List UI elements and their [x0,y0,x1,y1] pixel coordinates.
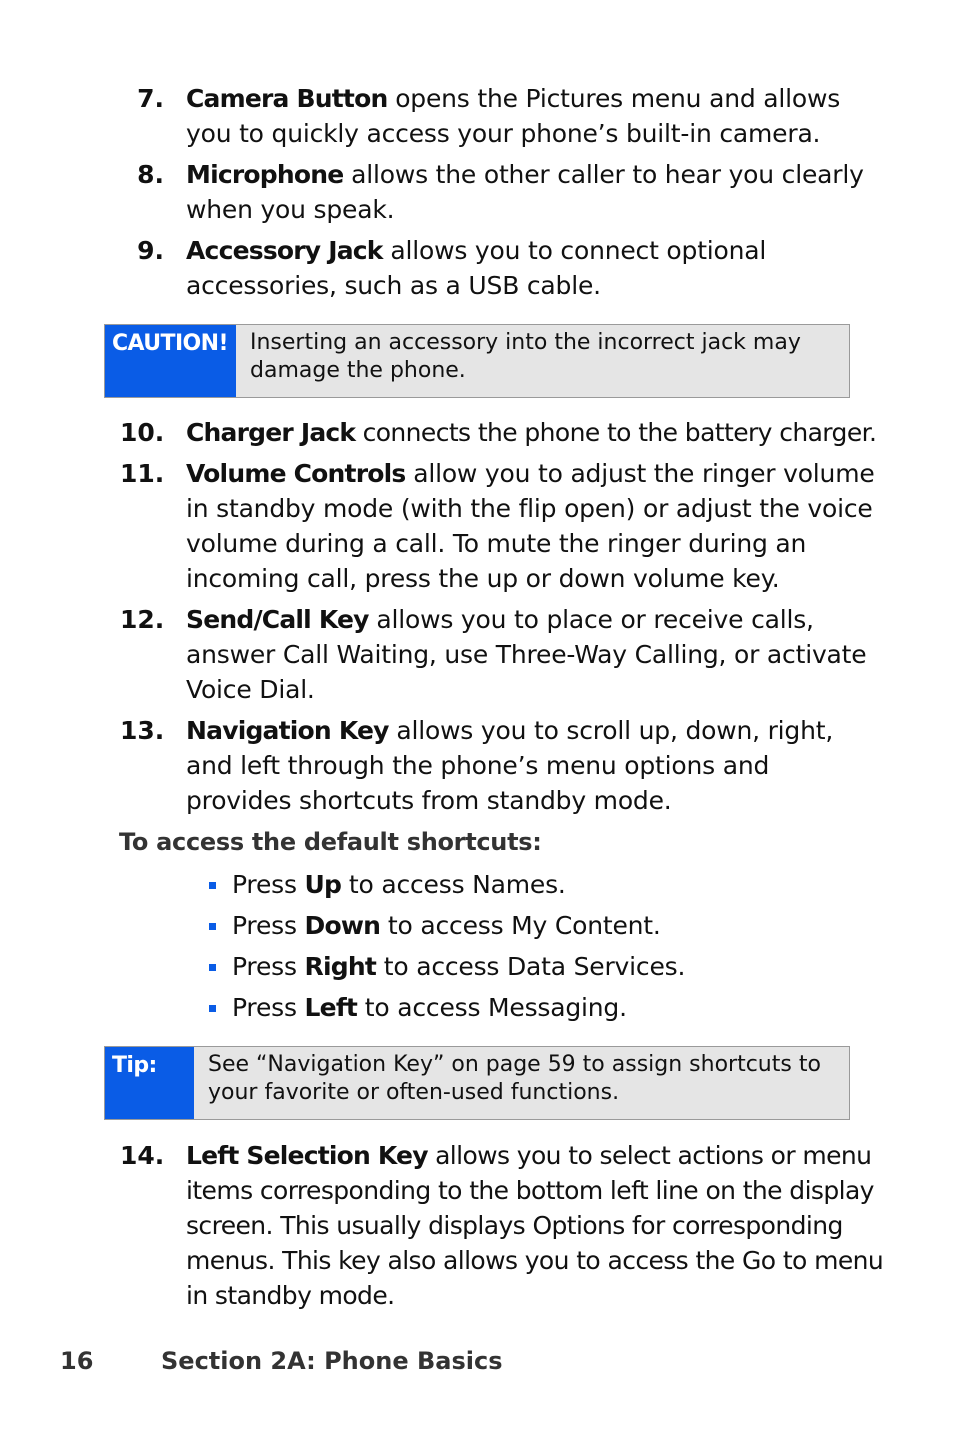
item-text [186,157,876,227]
bullet-key: Right [304,952,377,981]
bullet-text [232,867,566,902]
item-description: allows you to select actions or menu items corresponding to the bottom left line on the display screen. This usually displays Options for corresponding menus. This key also allows you to access the Go to menu in standby mode. [186,1141,884,1310]
bullet-key: Down [304,911,381,940]
item-term: Send/Call Key [186,605,369,634]
item-number: 8. [137,160,164,189]
item-description: allows you to place or receive calls, answer Call Waiting, use Three-Way Calling, or activate Voice Dial. [186,605,867,704]
section-title: Section 2A: Phone Basics [161,1347,503,1375]
item-description: allow you to adjust the ringer volume in standby mode (with the flip open) or adjust the voice volume during a call. To mute the ringer during an incoming call, press the up or down volume key. [186,459,875,593]
item-text [186,1138,886,1313]
item-term: Accessory Jack [186,236,383,265]
item-term: Left Selection Key [186,1141,428,1170]
item-number: 10. [120,418,165,447]
item-description: allows you to scroll up, down, right, and left through the phone’s menu options and provides shortcuts from standby mode. [186,716,834,815]
bullet-post: to access Names. [341,870,566,899]
item-number: 9. [137,236,164,265]
item-description: opens the Pictures menu and allows you to quickly access your phone’s built-in camera. [186,84,841,148]
bullet-text [232,990,627,1025]
item-term: Microphone [186,160,344,189]
tip-text: See “Navigation Key” on page 59 to assign shortcuts to your favorite or often-used functions. [208,1052,821,1105]
tip-label: Tip: [105,1047,194,1119]
item-number: 13. [120,716,165,745]
shortcuts-heading: To access the default shortcuts: [119,828,542,856]
caution-label: CAUTION! [105,325,236,397]
bullet-square-icon [209,882,216,889]
item-description: allows you to connect optional accessories, such as a USB cable. [186,236,767,300]
bullet-text [232,908,661,943]
bullet-pre: Press [232,911,305,940]
bullet-square-icon [209,923,216,930]
bullet-post: to access My Content. [380,911,661,940]
bullet-post: to access Messaging. [357,993,627,1022]
bullet-pre: Press [232,952,305,981]
bullet-square-icon [209,964,216,971]
bullet-key: Left [304,993,358,1022]
item-text [186,233,876,303]
caution-text: Inserting an accessory into the incorrect jack may damage the phone. [250,330,801,383]
item-term: Camera Button [186,84,388,113]
item-text [186,713,876,818]
bullet-square-icon [209,1005,216,1012]
item-text [186,81,876,151]
item-text [186,602,876,707]
item-term: Navigation Key [186,716,389,745]
bullet-pre: Press [232,870,305,899]
item-text [186,415,906,450]
item-number: 14. [120,1141,165,1170]
tip-box [104,1046,850,1120]
item-term: Charger Jack [186,418,356,447]
bullet-text [232,949,685,984]
item-term: Volume Controls [186,459,406,488]
bullet-key: Up [304,870,342,899]
bullet-post: to access Data Services. [376,952,686,981]
page-number: 16 [60,1347,94,1375]
item-number: 7. [137,84,164,113]
item-text [186,456,876,596]
item-description: connects the phone to the battery charger. [355,418,877,447]
item-description: allows the other caller to hear you clearly when you speak. [186,160,864,224]
item-number: 12. [120,605,165,634]
item-number: 11. [120,459,165,488]
bullet-pre: Press [232,993,305,1022]
caution-box [104,324,850,398]
